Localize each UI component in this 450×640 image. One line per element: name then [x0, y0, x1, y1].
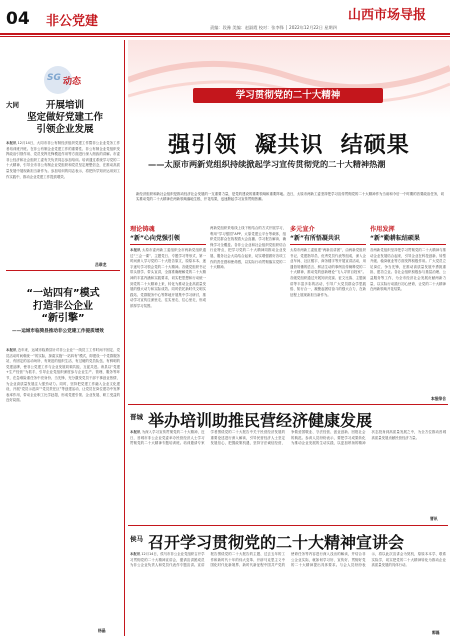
col-title: “新”心向党强引领 [130, 234, 206, 245]
title-line: 打造非公企业 [33, 300, 93, 312]
story-author: 郭磊 [432, 630, 440, 635]
col-3 [290, 226, 366, 402]
byline: 本报讯 [130, 430, 141, 434]
article-text: 两新党组织采取线上线下相结合的方式开展学习，利用“学习强国”APP、太原党建云平台等载体，组织党员群众在线观看大会直播、学习报告解读，确保学习全覆盖。各非公企业和社会组织党组织结合行业特点，把学习党的二十大精神同推动企业发展、服务社会大局结合起来，切实增强做好各项工作的责任感和使命感，以实际行动贯彻落实党的二十大精神。 [210, 226, 286, 270]
sidebar-badge [44, 66, 88, 94]
column-divider [124, 40, 125, 636]
story-body [130, 430, 446, 518]
story-title: 举办培训助推民营经济健康发展 [148, 411, 373, 430]
title-line: “一站四有”模式 [26, 288, 100, 299]
title-line: 坚定做好党建工作 [26, 112, 103, 123]
article-text: 近年来，运城市临猗县针对非公企业“一线员工工作时间不固定、党员活动时间难统一”的实际，探索实施“一站四有”模式，即建设一个党群服务站，有固定的活动场所、有规范的组织生活、有过硬的党员队伍、有鲜明的党建品牌，使非公党建工作与企业发展同频共振、互促共进。该县以“党建+生产经营”为抓手，引导企业党组织深度参与企业生产、管理、服务等环节，在急难险重任务中亮身份、当先锋，充分激发党员干部干事创业热情，为企业高质量发展注入强劲动力。同时，坚持把党建工作融入企业文化建设，开展“党员示范岗”“党员责任区”等创建活动，让党员在岗位建功中发挥表率作用，带动企业职工比学赶超，形成党建引领、企业发展、职工受益的良好局面。 [6, 348, 120, 403]
col-2 [210, 226, 286, 402]
sidebar-place-1: 大同 [6, 101, 19, 109]
article-text: 各两新党组织坚持把学习贯彻党的二十大精神与推动企业发展结合起来，引导企业在科技创新、转型升级、稳岗就业等方面发挥积极作用。广大党员立足岗位、争当先锋，在推动高质量发展中勇挑重担、建功立业。各社会组织积极参与基层治理、公益服务等工作，为全市经济社会发展贡献两新力量，以实际行动践行初心使命，让党的二十大精神在两新领域开花结果。 [370, 248, 446, 292]
section-title: 非公党建 [46, 14, 99, 29]
col-text [290, 248, 366, 403]
title-line: 开展培训 [45, 100, 84, 111]
feature-subhead: ——太原市两新党组织持续掀起学习宣传贯彻党的二十大精神热潮 [148, 159, 386, 169]
header-rule-thin [0, 36, 450, 37]
sidebar-body-2 [6, 348, 120, 630]
col-author: 本报综合 [430, 396, 446, 401]
article-text: 为深入学习宣传贯彻党的二十大精神，近日，晋城市非公企业党委举办民营经济人士学习贯彻党的二十大精神专题培训班。培训邀请专家学者围绕党的二十大报告中关于民营经济发展的重要论述进行深入解读，引导民营经济人士坚定发展信心，把握政策机遇，坚持守法诚信经营，争做爱国敬业、守法经营、创业创新、回报社会的典范。参训人员纷纷表示，要把学习成果转化为推动企业发展的生动实践，以更加昂扬的精神状态投身到高质量发展之中，为全方位推动晋城高质量发展贡献民营经济力量。 [130, 430, 446, 446]
title-line: 引领企业发展 [36, 124, 94, 135]
story-place: 晋城 [130, 413, 143, 421]
sidebar-divider [6, 270, 120, 271]
story-title: 召开学习贯彻党的二十大精神宣讲会 [148, 533, 405, 552]
issue-meta: 责编：段豫 美编：赵淑霞 校对：张李锋 │ 2022年12月22日 星期四 [210, 25, 337, 30]
section-divider [128, 525, 448, 526]
story-author: 晋讯 [430, 516, 438, 521]
banner-title: 学习贯彻党的二十大精神 [235, 90, 341, 101]
sidebar-author-1: 吕恭龙 [95, 262, 107, 267]
page-number: 04 [6, 9, 30, 29]
col-tag: 多元宣介 [290, 226, 315, 233]
article-text: 12月14日，大同市非公有制经济组织党建工作暨非公企业党务工作者培训班开班。在非公有制企业党建工作的重要性、非公有制企业党组织发挥政治引领作用、党员发挥先锋模范作用等方面进行深入细致的讲解。市委非公经济和社会组织工委有关负责同志参加培训。培训通过系统学习党的二十大精神，引导全市非公有制企业党组织和党员坚定理想信念，在推动高质量发展中展现新担当新作为。参加培训的同志表示，将把所学知识运用到工作实践中，推动企业党建工作提质增效。 [6, 141, 120, 179]
sidebar-title-1 [10, 100, 120, 136]
header-rule [0, 33, 450, 35]
col-title: “新”有所悟凝共识 [290, 234, 366, 245]
sidebar-subtitle-2: ——运城市临猗县推动非公党建工作提质增效 [12, 329, 104, 334]
byline: 本报讯 [6, 141, 17, 145]
sidebar-body-1 [6, 141, 120, 259]
byline: 本报讯 [130, 552, 141, 556]
col-1 [130, 226, 206, 402]
sidebar-title-2 [6, 288, 120, 326]
newspaper-name: 山西市场导报 [348, 8, 427, 23]
col-text [130, 248, 206, 403]
story-body [130, 552, 446, 632]
story-place: 侯马 [130, 535, 143, 543]
byline: 本报讯 [6, 348, 17, 352]
article-text: 12月14日，侯马市非公企业党组织召开学习贯彻党的二十大精神宣讲会，邀请宣讲团成员为非公企业负责人和党员代表作专题宣讲。宣讲报告围绕党的二十大报告的主题、过去五年的工作和新时代十年的伟大变革、开辟马克思主义中国化时代化新境界、新时代新征程中国共产党的使命任务等内容进行深入浅出的解读，并结合非公企业实际，就如何学习好、宣传好、贯彻好党的二十大精神提出具体要求。与会人员纷纷表示，将以此次宣讲会为契机，原原本本学、联系实际学，切实把党的二十大精神转化为推动企业高质量发展的具体行动。 [130, 552, 446, 568]
col-title: “新”勤耕耘结硕果 [370, 234, 446, 245]
col-tag: 理论铸魂 [130, 226, 155, 233]
col-text [370, 248, 446, 396]
feature-lead: 新经济组织和新社会组织是推动经济社会发展的一支重要力量，是党的建设的重要领域和重要阵地。近日，太原市两新工委坚持把学习宣传贯彻党的二十大精神作为当前和今后一个时期的首要政治任务，切实推动党的二十大精神在两新领域落地生根、开花结果，迅速掀起学习宣传贯彻热潮。 [136, 192, 444, 202]
col-tag: 作用发挥 [370, 226, 395, 233]
col-4 [370, 226, 446, 402]
sidebar-author-2: 杨晶 [98, 628, 106, 633]
decoration-icon [128, 40, 450, 118]
badge-label: 动态 [63, 77, 82, 87]
section-divider [128, 404, 448, 405]
byline: 本报讯 [130, 248, 141, 252]
article-text: 太原市委两新工委组织全市两新党组织通过“三会一课”、主题党日、专题学习等形式，第一时间深入学习党的二十大报告原文，原原本本、逐字逐句学习领会党的二十大精神。各级党组织书记带头领学、带头宣讲，全面准确理解党的二十大精神的丰富内涵和实践要求，切实把思想和行动统一到党的二十大精神上来，转化为推动企业高质量发展的强大动力和实际成效。同时依托新时代文明实践站、党群服务中心等阵地开展集中学习研讨，推动学习宣传往深里走、往实里走、往心里走，形成浓厚学习氛围。 [130, 248, 206, 308]
title-line: “新引擎” [41, 313, 85, 324]
article-text: 太原市两新工委组建“两新宣讲团”，由两新党组织书记、党建指导员、优秀党员代表等组成，深入企业车间、社区楼宇、商务楼宇等开展宣讲活动，用通俗易懂的语言、鲜活生动的事例宣传阐释党的二十大精神，推动党的创新理论“飞入寻常百姓家”。各级党组织通过开展知识竞赛、征文比赛、主题演讲等丰富多彩的活动，引导广大党员群众学思践悟、知行合一，凝聚起团结奋斗的强大合力，在新征程上展现新担当新作为。 [290, 248, 366, 297]
badge-prefix: SG [47, 73, 61, 83]
feature-banner [128, 40, 450, 118]
feature-headline: 强引领 凝共识 结硕果 [168, 133, 410, 158]
